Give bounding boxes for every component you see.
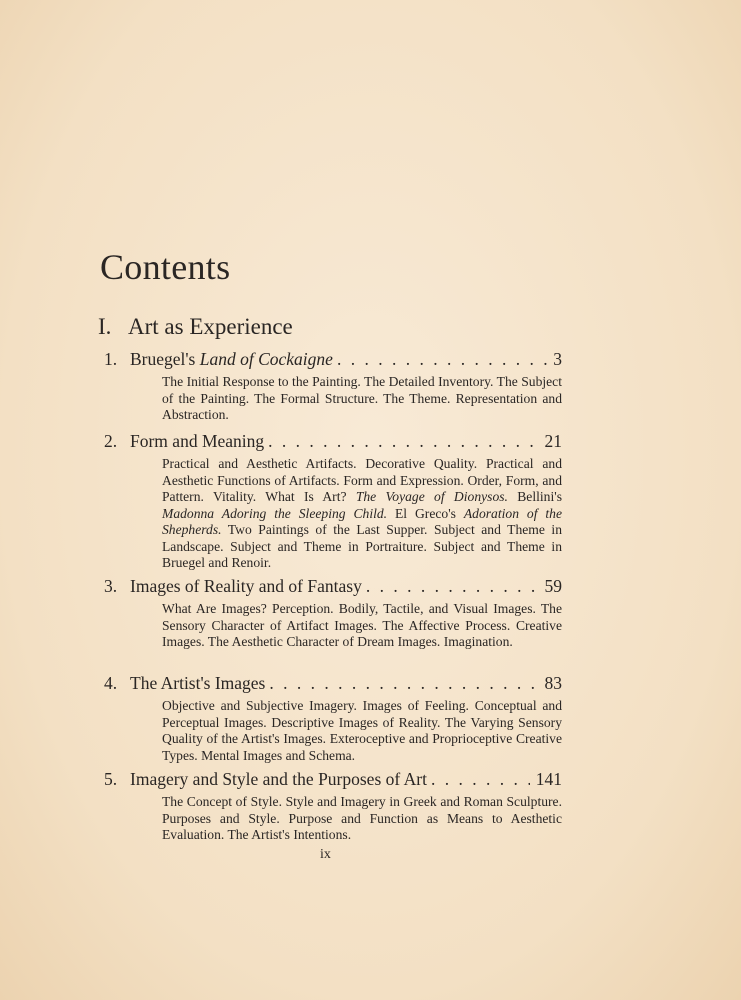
toc-entry-heading[interactable] (104, 769, 562, 789)
page-number: 83 (544, 673, 562, 693)
summary-text: The Initial Response to the Painting. The Detailed Inventory. The Subject of the Painting. The Formal Structure. The Theme. Representation and Abstraction. (162, 374, 562, 422)
toc-entry-heading[interactable] (104, 431, 562, 451)
toc-entry-2[interactable] (104, 431, 562, 572)
summary-italic-text: Madonna Adoring the Sleeping Child. (162, 505, 388, 521)
part-title: Art as Experience (128, 314, 293, 339)
chapter-number: 5. (104, 769, 118, 789)
summary-italic-text: Adoration of the Shepherds. (162, 505, 562, 537)
chapter-title[interactable] (130, 576, 362, 596)
part-number: I. (98, 314, 112, 339)
dot-leader (269, 673, 538, 693)
chapter-summary (162, 456, 562, 572)
chapter-title-text: Form and Meaning (130, 431, 265, 451)
chapter-number: 4. (104, 673, 118, 693)
chapter-title-italic: Land of Cockaigne (199, 349, 333, 369)
page-number: 59 (544, 576, 562, 596)
dot-leader (366, 576, 539, 596)
summary-text: Two Paintings of the Last Supper. Subject and Theme in Landscape. Subject and Theme in Portraiture. Subject and Theme in Bruegel and Renoir. (162, 522, 562, 570)
toc-entry-4[interactable] (104, 673, 562, 764)
summary-text: Objective and Subjective Imagery. Images of Feeling. Conceptual and Perceptual Images. Descriptive Images of Reality. The Varying Sensory Quality of the Artist's Images. Exteroceptive and Proprioceptive Creative Types. Mental Images and Schema. (162, 698, 562, 763)
toc-entry-heading[interactable] (104, 673, 562, 693)
toc-entry-5[interactable] (104, 769, 562, 844)
chapter-summary (162, 601, 562, 651)
chapter-title-text: Images of Reality and of Fantasy (130, 576, 362, 596)
dot-leader (431, 769, 530, 789)
chapter-title[interactable] (130, 673, 265, 693)
chapter-title-text: The Artist's Images (130, 673, 266, 693)
toc-entry-1[interactable] (104, 349, 562, 424)
chapter-number: 2. (104, 431, 118, 451)
chapter-number: 1. (104, 349, 118, 369)
page-title: Contents (100, 247, 231, 287)
toc-entry-heading[interactable] (104, 349, 562, 369)
summary-text: Bellini's (507, 489, 562, 504)
chapter-title[interactable] (130, 769, 427, 789)
chapter-summary (162, 794, 562, 844)
summary-text: What Are Images? Perception. Bodily, Tactile, and Visual Images. The Sensory Character of Artifact Images. The Affective Process. Creative Images. The Aesthetic Character of Dream Images. Imagination. (162, 601, 562, 649)
chapter-number: 3. (104, 576, 118, 596)
page-number: 141 (535, 769, 562, 789)
chapter-title[interactable] (130, 349, 333, 369)
summary-text: Practical and Aesthetic Artifacts. Decorative Quality. Practical and Aesthetic Functions of Artifacts. Form and Expression. Order, Form, and Pattern. Vitality. What Is Art? (162, 456, 562, 504)
part-heading (98, 314, 293, 340)
toc-entry-3[interactable] (104, 576, 562, 651)
dot-leader (337, 349, 547, 369)
page-number: 21 (544, 431, 562, 451)
folio: ix (320, 847, 331, 862)
dot-leader (268, 431, 538, 451)
chapter-summary (162, 374, 562, 424)
chapter-title-text: Imagery and Style and the Purposes of Art (130, 769, 427, 789)
toc-entry-heading[interactable] (104, 576, 562, 596)
summary-text: El Greco's (387, 505, 464, 521)
chapter-title[interactable] (130, 431, 264, 451)
chapter-title-text: Bruegel's (130, 349, 200, 369)
chapter-summary (162, 698, 562, 764)
summary-italic-text: The Voyage of Dionysos. (355, 489, 508, 504)
page-number: 3 (553, 349, 562, 369)
summary-text: The Concept of Style. Style and Imagery in Greek and Roman Sculpture. Purposes and Style. Purpose and Function as Means to Aesthetic Evaluation. The Artist's Intentions. (162, 794, 562, 842)
